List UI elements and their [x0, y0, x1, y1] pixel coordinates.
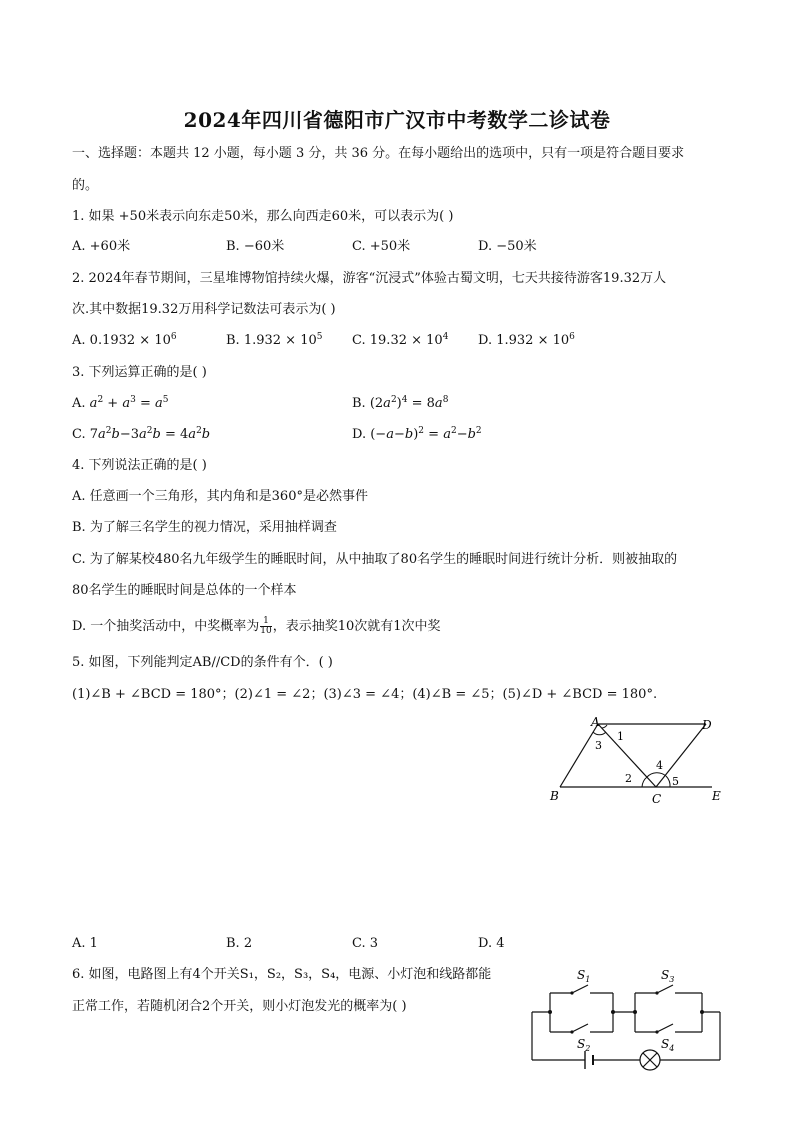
q5-option-d: D. 4	[478, 936, 505, 951]
q4-option-d: D. 一个抽奖活动中，中奖概率为 $\frac{1}{10}$ ，表示抽奖10次就有1次中奖	[72, 616, 441, 636]
q2-option-c: C. $19.32 \times 10^4$	[352, 332, 449, 348]
point-b-label: B	[550, 789, 559, 803]
point-d-label: D	[702, 718, 712, 732]
switch-s3-label: $S_3$	[661, 968, 675, 984]
q1-option-a: A. +60米	[72, 239, 131, 254]
switch-s1-label: $S_1$	[577, 968, 591, 984]
q3-stem: 3. 下列运算正确的是( )	[72, 365, 207, 380]
q4-stem: 4. 下列说法正确的是( )	[72, 458, 207, 473]
q1-option-b: B. −60米	[226, 239, 285, 254]
angle-2-label: 2	[625, 772, 632, 785]
q2-option-a: A. $0.1932 \times 10^6$	[72, 332, 177, 348]
q4-option-c-cont: 80名学生的睡眠时间是总体的一个样本	[72, 583, 297, 598]
page-title: 2024年四川省德阳市广汉市中考数学二诊试卷	[183, 108, 611, 132]
q4-option-a: A. 任意画一个三角形，其内角和是360°是必然事件	[72, 489, 368, 504]
section-heading-cont: 的。	[72, 178, 99, 193]
probability-fraction: $\frac{1}{10}$	[260, 616, 272, 636]
q5-option-c: C. 3	[352, 936, 379, 951]
q5-option-a: A. 1	[72, 936, 98, 951]
q1-option-c: C. +50米	[352, 239, 411, 254]
q2-option-b: B. $1.932 \times 10^5$	[226, 332, 323, 348]
q5-stem: 5. 如图，下列能判定AB//CD的条件有个．( )	[72, 655, 333, 670]
point-c-label: C	[652, 792, 662, 806]
q6-stem-cont: 正常工作，若随机闭合2个开关，则小灯泡发光的概率为( )	[72, 999, 407, 1014]
section-heading: 一、选择题：本题共 12 小题，每小题 3 分，共 36 分。在每小题给出的选项中，只有一项是符合题目要求	[72, 146, 685, 161]
q2-stem: 2. 2024年春节期间，三星堆博物馆持续火爆，游客“沉浸式”体验古蜀文明，七天共接待游客19.32万人	[72, 271, 667, 286]
q5-option-b: B. 2	[226, 936, 253, 951]
q5-conditions: (1)∠B + ∠BCD = 180°；(2)∠1 = ∠2；(3)∠3 = ∠4；(4)∠B = ∠5；(5)∠D + ∠BCD = 180°.	[72, 687, 658, 702]
point-e-label: E	[712, 789, 721, 803]
angle-4-label: 4	[656, 759, 663, 772]
q6-stem: 6. 如图，电路图上有4个开关S₁，S₂，S₃，S₄，电源、小灯泡和线路都能	[72, 967, 492, 982]
switch-s4-label: $S_4$	[661, 1037, 675, 1053]
q1-stem: 1. 如果 +50米表示向东走50米，那么向西走60米，可以表示为( )	[72, 209, 454, 224]
q3-option-c: C. $7a^2b-3a^2b = 4a^2b$	[72, 426, 211, 442]
q3-option-a: A. $a^2 + a^3 = a^5$	[72, 395, 169, 411]
switch-s2-label: $S_2$	[577, 1037, 591, 1053]
q2-option-d: D. $1.932 \times 10^6$	[478, 332, 575, 348]
q3-option-d: D. $(-a-b)^2 = a^2-b^2$	[352, 426, 482, 442]
q1-option-d: D. −50米	[478, 239, 537, 254]
q5-parallelogram-figure	[540, 710, 740, 810]
angle-5-label: 5	[672, 775, 679, 788]
angle-1-label: 1	[617, 730, 624, 743]
q2-stem-cont: 次.其中数据19.32万用科学记数法可表示为( )	[72, 302, 336, 317]
point-a-label: A	[591, 715, 600, 729]
q3-option-b: B. $(2a^2)^4 = 8a^8$	[352, 395, 449, 411]
q4-option-c: C. 为了解某校480名九年级学生的睡眠时间，从中抽取了80名学生的睡眠时间进行统计分析．则被抽取的	[72, 552, 678, 567]
q6-circuit-diagram	[525, 960, 730, 1075]
angle-3-label: 3	[595, 739, 602, 752]
q4-option-b: B. 为了解三名学生的视力情况，采用抽样调查	[72, 520, 337, 535]
